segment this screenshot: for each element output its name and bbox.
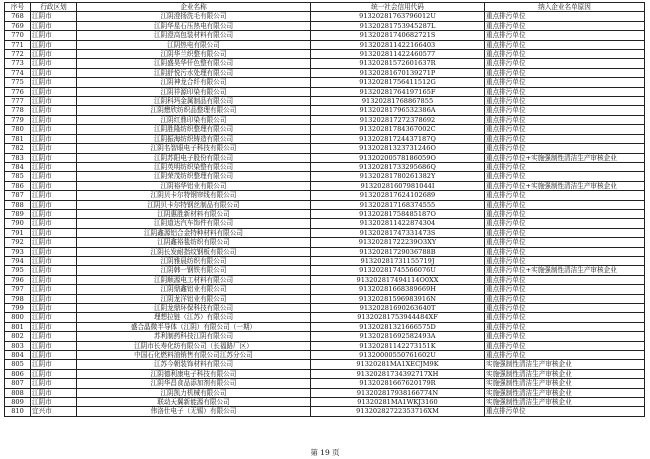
table-row bbox=[5, 304, 645, 313]
cell-district: 江阴市 bbox=[31, 238, 77, 247]
cell-district: 江阴市 bbox=[31, 369, 77, 378]
cell-credit-code: 91320281724437187Q bbox=[311, 134, 485, 143]
cell-reason: 重点排污单位 bbox=[485, 285, 645, 294]
cell-district: 江阴市 bbox=[31, 172, 77, 181]
cell-reason: 重点排污单位 bbox=[485, 209, 645, 218]
cell-company-name: 江阴荣茂纺织整理有限公司 bbox=[77, 172, 311, 181]
cell-serial: 791 bbox=[5, 228, 31, 237]
cell-serial: 781 bbox=[5, 134, 31, 143]
table-row bbox=[5, 219, 645, 228]
page-number: 第 19 页 bbox=[310, 448, 340, 457]
cell-serial: 805 bbox=[5, 360, 31, 369]
table-row bbox=[5, 68, 645, 77]
table-row bbox=[5, 40, 645, 49]
cell-serial: 789 bbox=[5, 209, 31, 218]
cell-company-name: 江阴华昌食品添加剂有限公司 bbox=[77, 379, 311, 388]
cell-credit-code: 91320281323731246O bbox=[311, 144, 485, 153]
cell-credit-code: 91320281745566076U bbox=[311, 266, 485, 275]
table-row bbox=[5, 50, 645, 59]
cell-district: 江阴市 bbox=[31, 379, 77, 388]
cell-company-name: 江阴华星石压热电有限公司 bbox=[77, 21, 311, 30]
table-row bbox=[5, 125, 645, 134]
cell-credit-code: 91320281780261382Y bbox=[311, 172, 485, 181]
table-row bbox=[5, 87, 645, 96]
cell-reason: 重点排污单位 bbox=[485, 228, 645, 237]
cell-reason: 重点排污单位 bbox=[485, 97, 645, 106]
table-row bbox=[5, 78, 645, 87]
cell-serial: 774 bbox=[5, 68, 31, 77]
cell-company-name: 江阴华兰织整有限公司 bbox=[77, 50, 311, 59]
column-header-serial: 序号 bbox=[5, 3, 31, 12]
cell-company-name: 江阴苏阳电子股份有限公司 bbox=[77, 153, 311, 162]
table-row bbox=[5, 332, 645, 341]
cell-reason: 重点排污单位 bbox=[485, 78, 645, 87]
cell-credit-code: 913202811422460577 bbox=[311, 50, 485, 59]
cell-serial: 775 bbox=[5, 78, 31, 87]
cell-reason: 重点排污单位 bbox=[485, 304, 645, 313]
cell-district: 江阴市 bbox=[31, 106, 77, 115]
table-row bbox=[5, 341, 645, 350]
cell-credit-code: 91320281747331473S bbox=[311, 228, 485, 237]
cell-serial: 779 bbox=[5, 115, 31, 124]
table-row bbox=[5, 115, 645, 124]
cell-reason: 重点排污单位 bbox=[485, 351, 645, 360]
cell-reason: 重点排污单位 bbox=[485, 172, 645, 181]
cell-credit-code: 91320000550761602U bbox=[311, 351, 485, 360]
table-row bbox=[5, 153, 645, 162]
cell-company-name: 江阴鑫源铝合金特种材料有限公司 bbox=[77, 228, 311, 237]
table-row bbox=[5, 228, 645, 237]
table-row bbox=[5, 172, 645, 181]
cell-district: 江阴市 bbox=[31, 388, 77, 397]
cell-reason: 重点排污单位 bbox=[485, 294, 645, 303]
cell-company-name: 江阴神龙合纤有限公司 bbox=[77, 78, 311, 87]
cell-company-name: 盛合晶微半导体（江阴）有限公司（一期） bbox=[77, 322, 311, 331]
cell-credit-code: 91320281731155719J bbox=[311, 256, 485, 265]
cell-reason: 重点排污单位 bbox=[485, 50, 645, 59]
cell-reason: 重点排污单位 bbox=[485, 341, 645, 350]
cell-credit-code: 91320281768867855 bbox=[311, 97, 485, 106]
cell-company-name: 江阴澄高包装材料有限公司 bbox=[77, 31, 311, 40]
table-row bbox=[5, 398, 645, 407]
table-row bbox=[5, 59, 645, 68]
cell-reason: 重点排污单位 bbox=[485, 59, 645, 68]
cell-reason: 重点排污单位 bbox=[485, 219, 645, 228]
table-row bbox=[5, 134, 645, 143]
cell-serial: 785 bbox=[5, 172, 31, 181]
cell-company-name: 江阴热电有限公司 bbox=[77, 40, 311, 49]
cell-credit-code: 913202811422166403 bbox=[311, 40, 485, 49]
cell-company-name: 江阴贝卡尔特钢帘线有限公司 bbox=[77, 191, 311, 200]
cell-reason: 重点排污单位 bbox=[485, 115, 645, 124]
cell-reason: 重点排污单位 bbox=[485, 162, 645, 171]
cell-company-name: 江阴德利康电子科技有限公司 bbox=[77, 369, 311, 378]
cell-district: 江阴市 bbox=[31, 125, 77, 134]
table-row bbox=[5, 21, 645, 30]
cell-credit-code: 913202817272378692 bbox=[311, 115, 485, 124]
cell-credit-code: 913202817494114O0XX bbox=[311, 275, 485, 284]
cell-reason: 重点排污单位 bbox=[485, 144, 645, 153]
table-row bbox=[5, 256, 645, 265]
cell-serial: 792 bbox=[5, 238, 31, 247]
cell-credit-code: 91320281607981044I bbox=[311, 181, 485, 190]
cell-company-name: 江阴凯力机械有限公司 bbox=[77, 388, 311, 397]
cell-serial: 793 bbox=[5, 247, 31, 256]
column-header-reason: 纳入企业名单原因 bbox=[485, 3, 645, 12]
cell-credit-code: 91320281670139271P bbox=[311, 68, 485, 77]
cell-district: 江阴市 bbox=[31, 266, 77, 275]
cell-serial: 768 bbox=[5, 12, 31, 21]
cell-district: 江阴市 bbox=[31, 191, 77, 200]
cell-district: 江阴市 bbox=[31, 31, 77, 40]
cell-district: 江阴市 bbox=[31, 97, 77, 106]
cell-reason: 重点排污单位 bbox=[485, 200, 645, 209]
cell-reason: 实施强制性清洁生产审核企业 bbox=[485, 379, 645, 388]
cell-reason: 重点排污单位 bbox=[485, 191, 645, 200]
cell-company-name: 江阴雅晨纺织有限公司 bbox=[77, 256, 311, 265]
table-row bbox=[5, 379, 645, 388]
cell-reason: 重点排污单位 bbox=[485, 125, 645, 134]
cell-credit-code: 91320200578186059O bbox=[311, 153, 485, 162]
cell-district: 江阴市 bbox=[31, 162, 77, 171]
cell-credit-code: 91320281784367002C bbox=[311, 125, 485, 134]
cell-serial: 800 bbox=[5, 313, 31, 322]
cell-credit-code: 91320281572601637R bbox=[311, 59, 485, 68]
cell-serial: 807 bbox=[5, 379, 31, 388]
cell-district: 江阴市 bbox=[31, 294, 77, 303]
cell-credit-code: 91320281734392717XH bbox=[311, 369, 485, 378]
cell-reason: 重点排污单位 bbox=[485, 238, 645, 247]
table-row bbox=[5, 369, 645, 378]
cell-serial: 778 bbox=[5, 106, 31, 115]
cell-reason: 重点排污单位+实施强制性清洁生产审核企业 bbox=[485, 153, 645, 162]
column-header-district: 行政区划 bbox=[31, 3, 77, 12]
cell-company-name: 江阴红鼎印染有限公司 bbox=[77, 115, 311, 124]
cell-district: 江阴市 bbox=[31, 209, 77, 218]
cell-company-name: 江阴龙洋铝业有限公司 bbox=[77, 294, 311, 303]
cell-district: 江阴市 bbox=[31, 332, 77, 341]
cell-credit-code: 91320281142273151K bbox=[311, 341, 485, 350]
cell-serial: 777 bbox=[5, 97, 31, 106]
table-row bbox=[5, 388, 645, 397]
cell-credit-code: 91320282722353716XM bbox=[311, 407, 485, 416]
cell-serial: 799 bbox=[5, 304, 31, 313]
cell-reason: 重点排污单位 bbox=[485, 322, 645, 331]
cell-company-name: 江阴龙鼎环保科技有限公司 bbox=[77, 304, 311, 313]
table-row bbox=[5, 144, 645, 153]
cell-company-name: 江阴祥源印染有限公司 bbox=[77, 87, 311, 96]
cell-district: 江阴市 bbox=[31, 322, 77, 331]
cell-district: 江阴市 bbox=[31, 12, 77, 21]
cell-district: 江阴市 bbox=[31, 219, 77, 228]
cell-reason: 实施强制性清洁生产审核企业 bbox=[485, 388, 645, 397]
cell-serial: 776 bbox=[5, 87, 31, 96]
cell-reason: 重点排污单位 bbox=[485, 106, 645, 115]
cell-company-name: 江阴盛昊华仟色整有限公司 bbox=[77, 59, 311, 68]
cell-credit-code: 913202817168374555 bbox=[311, 200, 485, 209]
table-row bbox=[5, 200, 645, 209]
cell-reason: 重点排污单位+实施强制性清洁生产审核企业 bbox=[485, 266, 645, 275]
cell-company-name: 理想拉链（江苏）有限公司 bbox=[77, 313, 311, 322]
cell-company-name: 江阴裕华铝业有限公司 bbox=[77, 181, 311, 190]
cell-serial: 808 bbox=[5, 388, 31, 397]
cell-reason: 实施强制性清洁生产审核企业 bbox=[485, 360, 645, 369]
table-row bbox=[5, 294, 645, 303]
table-row bbox=[5, 247, 645, 256]
table-row bbox=[5, 31, 645, 40]
column-header-company-name: 企业名称 bbox=[77, 3, 311, 12]
cell-reason: 重点排污单位 bbox=[485, 134, 645, 143]
cell-company-name: 联动天翼新能源有限公司 bbox=[77, 398, 311, 407]
cell-serial: 787 bbox=[5, 191, 31, 200]
cell-district: 江阴市 bbox=[31, 247, 77, 256]
cell-company-name: 江阴振海纺织铸造有限公司 bbox=[77, 134, 311, 143]
cell-district: 江阴市 bbox=[31, 144, 77, 153]
cell-reason: 重点排污单位 bbox=[485, 313, 645, 322]
table-row bbox=[5, 97, 645, 106]
cell-credit-code: 91320281753944484XF bbox=[311, 313, 485, 322]
cell-serial: 801 bbox=[5, 322, 31, 331]
cell-district: 江阴市 bbox=[31, 40, 77, 49]
cell-reason: 重点排污单位 bbox=[485, 21, 645, 30]
cell-district: 江阴市 bbox=[31, 59, 77, 68]
cell-district: 江阴市 bbox=[31, 256, 77, 265]
cell-credit-code: 91320281596983916N bbox=[311, 294, 485, 303]
cell-company-name: 江阴鼎鑫铝业有限公司 bbox=[77, 285, 311, 294]
cell-district: 江阴市 bbox=[31, 275, 77, 284]
table-row bbox=[5, 106, 645, 115]
cell-district: 江阴市 bbox=[31, 134, 77, 143]
table-row bbox=[5, 275, 645, 284]
cell-credit-code: 91320281668389669H bbox=[311, 285, 485, 294]
cell-company-name: 伟洛仕电子（无锡）有限公司 bbox=[77, 407, 311, 416]
table-row bbox=[5, 266, 645, 275]
table-row bbox=[5, 285, 645, 294]
cell-credit-code: 913202817938166774N bbox=[311, 388, 485, 397]
table-row bbox=[5, 322, 645, 331]
cell-serial: 809 bbox=[5, 398, 31, 407]
table-body bbox=[5, 12, 645, 416]
cell-district: 江阴市 bbox=[31, 304, 77, 313]
cell-district: 江阴市 bbox=[31, 153, 77, 162]
cell-reason: 重点排污单位 bbox=[485, 12, 645, 21]
cell-reason: 重点排污单位 bbox=[485, 40, 645, 49]
cell-serial: 783 bbox=[5, 153, 31, 162]
cell-credit-code: 913202817624102689 bbox=[311, 191, 485, 200]
cell-reason: 重点排污单位+实施强制性清洁生产审核企业 bbox=[485, 181, 645, 190]
cell-serial: 803 bbox=[5, 341, 31, 350]
cell-reason: 重点排污单位 bbox=[485, 275, 645, 284]
cell-reason: 重点排污单位 bbox=[485, 247, 645, 256]
cell-company-name: 江阴科玛金属制品有限公司 bbox=[77, 97, 311, 106]
cell-serial: 804 bbox=[5, 351, 31, 360]
cell-company-name: 中国石化燃料油销售有限公司江苏分公司 bbox=[77, 351, 311, 360]
cell-serial: 794 bbox=[5, 256, 31, 265]
cell-credit-code: 91320281756411512G bbox=[311, 78, 485, 87]
cell-serial: 782 bbox=[5, 144, 31, 153]
cell-district: 江阴市 bbox=[31, 181, 77, 190]
cell-credit-code: 91320281692582493A bbox=[311, 332, 485, 341]
cell-company-name: 江阴英明纺织染整有限公司 bbox=[77, 162, 311, 171]
cell-company-name: 江阴惠胜新材料有限公司 bbox=[77, 209, 311, 218]
cell-district: 江阴市 bbox=[31, 200, 77, 209]
cell-district: 江阴市 bbox=[31, 78, 77, 87]
cell-reason: 重点排污单位 bbox=[485, 256, 645, 265]
cell-district: 江阴市 bbox=[31, 351, 77, 360]
cell-district: 江阴市 bbox=[31, 285, 77, 294]
cell-serial: 797 bbox=[5, 285, 31, 294]
cell-serial: 795 bbox=[5, 266, 31, 275]
cell-district: 江阴市 bbox=[31, 68, 77, 77]
table-row bbox=[5, 209, 645, 218]
cell-credit-code: 91320281740682721S bbox=[311, 31, 485, 40]
cell-credit-code: 91320281321666575D bbox=[311, 322, 485, 331]
table-row bbox=[5, 191, 645, 200]
cell-serial: 790 bbox=[5, 219, 31, 228]
cell-district: 江阴市 bbox=[31, 341, 77, 350]
cell-reason: 实施强制性清洁生产审核企业 bbox=[485, 398, 645, 407]
cell-serial: 788 bbox=[5, 200, 31, 209]
cell-company-name: 江阴贝卡尔特钢丝制品有限公司 bbox=[77, 200, 311, 209]
cell-serial: 806 bbox=[5, 369, 31, 378]
cell-credit-code: 91320281MA1WKJ3160 bbox=[311, 398, 485, 407]
cell-serial: 770 bbox=[5, 31, 31, 40]
cell-company-name: 江阴胜隆纺织整理有限公司 bbox=[77, 125, 311, 134]
cell-reason: 重点排污单位 bbox=[485, 332, 645, 341]
table-row bbox=[5, 12, 645, 21]
cell-district: 江阴市 bbox=[31, 398, 77, 407]
cell-serial: 769 bbox=[5, 21, 31, 30]
cell-credit-code: 91320281796532386A bbox=[311, 106, 485, 115]
cell-credit-code: 91320281753945287L bbox=[311, 21, 485, 30]
cell-district: 江阴市 bbox=[31, 115, 77, 124]
cell-company-name: 江阴澄扬洗毛有限公司 bbox=[77, 12, 311, 21]
cell-serial: 772 bbox=[5, 50, 31, 59]
cell-district: 江阴市 bbox=[31, 21, 77, 30]
cell-credit-code: 91320281733295686Q bbox=[311, 162, 485, 171]
cell-credit-code: 91320281764197165F bbox=[311, 87, 485, 96]
cell-serial: 796 bbox=[5, 275, 31, 284]
table-row bbox=[5, 181, 645, 190]
cell-company-name: 江阴道达汽车饰件有限公司 bbox=[77, 219, 311, 228]
cell-credit-code: 91320281763796012U bbox=[311, 12, 485, 21]
cell-company-name: 江阴名智眼电子科技有限公司 bbox=[77, 144, 311, 153]
cell-company-name: 江阴顺源电工材料有限公司 bbox=[77, 275, 311, 284]
cell-reason: 重点排污单位 bbox=[485, 87, 645, 96]
cell-company-name: 江阴长发耐指纹钢板有限公司 bbox=[77, 247, 311, 256]
cell-company-name: 江苏今朝装饰材料有限公司 bbox=[77, 360, 311, 369]
cell-credit-code: 91320281722239O3XY bbox=[311, 238, 485, 247]
cell-company-name: 江阴鑫裕毯纺织有限公司 bbox=[77, 238, 311, 247]
cell-reason: 重点排污单位 bbox=[485, 31, 645, 40]
cell-credit-code: 91320281667620179R bbox=[311, 379, 485, 388]
cell-serial: 784 bbox=[5, 162, 31, 171]
cell-serial: 802 bbox=[5, 332, 31, 341]
table-row bbox=[5, 407, 645, 416]
cell-serial: 786 bbox=[5, 181, 31, 190]
cell-credit-code: 91320281729036788B bbox=[311, 247, 485, 256]
cell-serial: 810 bbox=[5, 407, 31, 416]
cell-district: 江阴市 bbox=[31, 50, 77, 59]
table-row bbox=[5, 162, 645, 171]
cell-credit-code: 91320281690263640T bbox=[311, 304, 485, 313]
cell-serial: 773 bbox=[5, 59, 31, 68]
cell-reason: 重点排污单位 bbox=[485, 407, 645, 416]
cell-district: 江阴市 bbox=[31, 360, 77, 369]
cell-company-name: 江阴懋欣纺织品整理有限公司 bbox=[77, 106, 311, 115]
cell-serial: 780 bbox=[5, 125, 31, 134]
cell-company-name: 江阴舒悦污水处理有限公司 bbox=[77, 68, 311, 77]
table-row bbox=[5, 351, 645, 360]
cell-serial: 771 bbox=[5, 40, 31, 49]
cell-district: 江阴市 bbox=[31, 87, 77, 96]
cell-district: 江阴市 bbox=[31, 313, 77, 322]
cell-credit-code: 91320281MA1XECJM9K bbox=[311, 360, 485, 369]
table-row bbox=[5, 360, 645, 369]
cell-company-name: 江阴韩一钢铁有限公司 bbox=[77, 266, 311, 275]
cell-company-name: 苏利制药科技江阴有限公司 bbox=[77, 332, 311, 341]
cell-district: 江阴市 bbox=[31, 228, 77, 237]
cell-reason: 实施强制性清洁生产审核企业 bbox=[485, 369, 645, 378]
cell-credit-code: 91320281758485187O bbox=[311, 209, 485, 218]
cell-district: 宜兴市 bbox=[31, 407, 77, 416]
table-header-row bbox=[5, 3, 645, 12]
column-header-credit-code: 统一社会信用代码 bbox=[311, 3, 485, 12]
table-row bbox=[5, 313, 645, 322]
cell-company-name: 江阴市长寿化纺有限公司（长福路厂区） bbox=[77, 341, 311, 350]
cell-reason: 重点排污单位 bbox=[485, 68, 645, 77]
table-row bbox=[5, 238, 645, 247]
enterprise-table bbox=[4, 2, 645, 417]
cell-credit-code: 913202811422874304 bbox=[311, 219, 485, 228]
cell-serial: 798 bbox=[5, 294, 31, 303]
